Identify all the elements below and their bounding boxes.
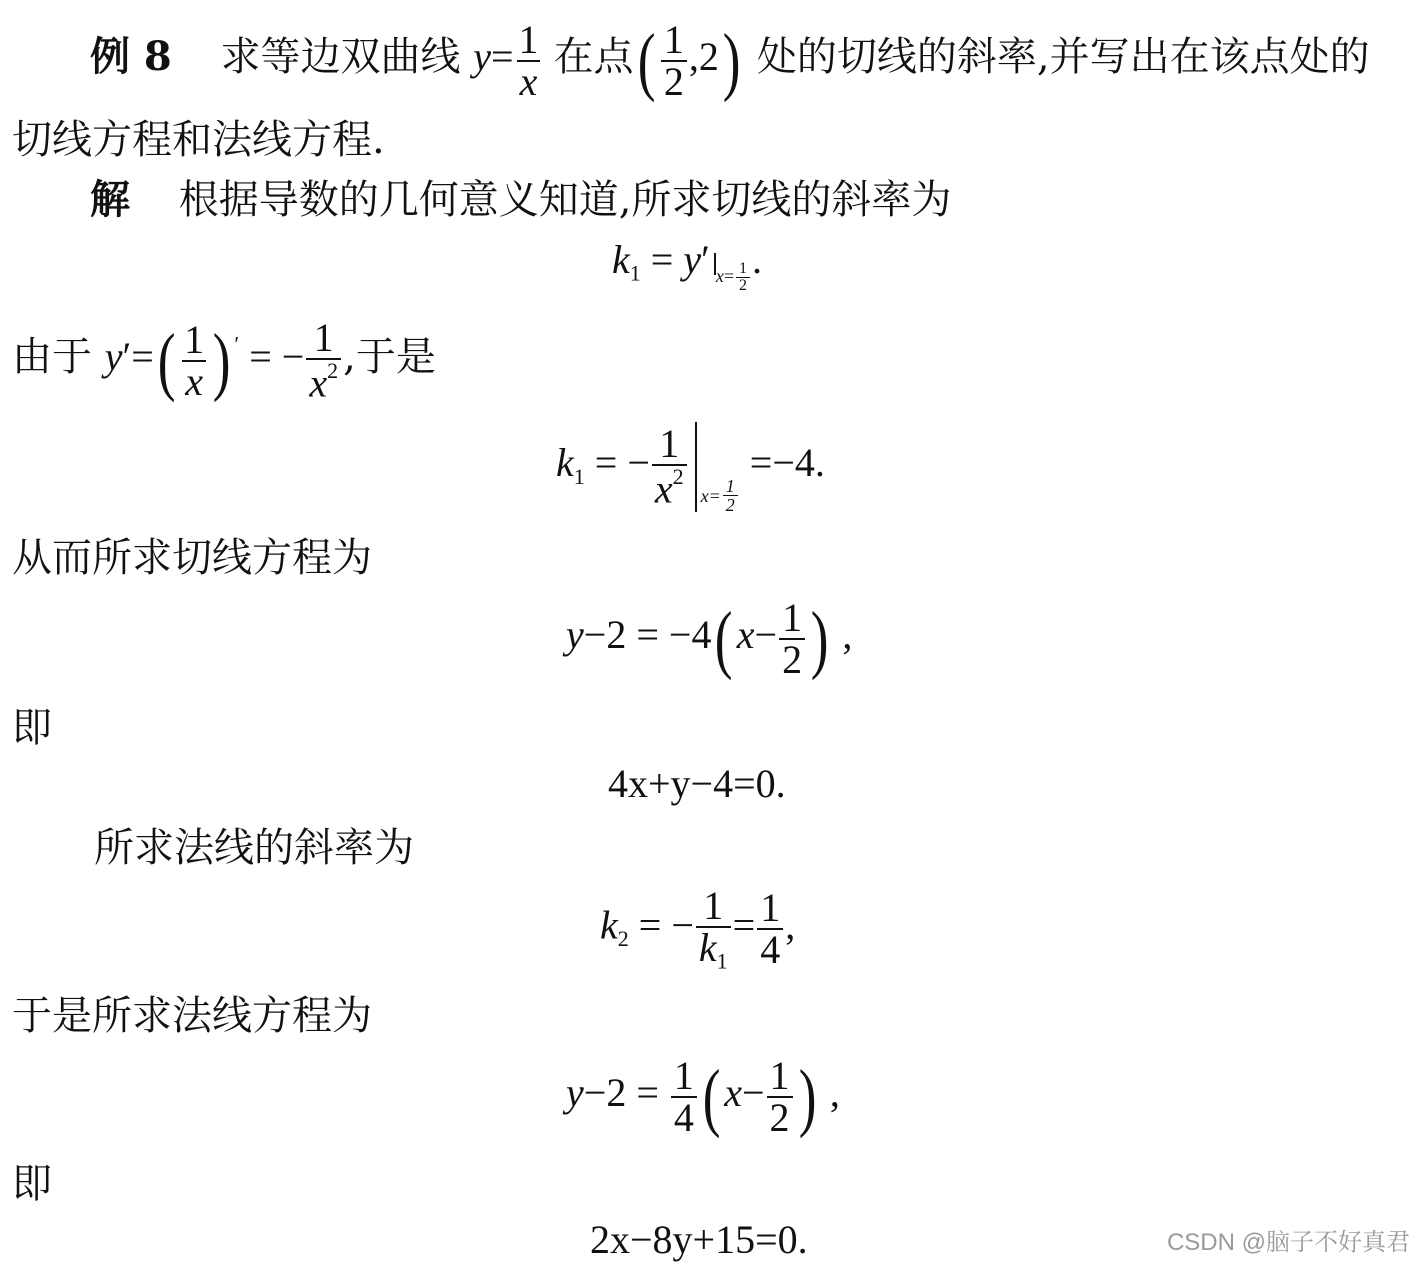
ie-1: 即: [12, 705, 52, 751]
derivative-formula: y′=( $\frac{1}{x}$ ) ′ = − $\frac{1}{x^2}$: [105, 334, 343, 379]
normal-slope-intro: 所求法线的斜率为: [94, 825, 414, 871]
curve-formula: y= $\frac{1}{x}$: [473, 17, 539, 104]
normal-general-eq: 2x−8y+15=0.: [590, 1217, 808, 1262]
k1-definition: $k_1 = y'$ $_{x= \frac{1}{2}}$ .: [612, 237, 762, 295]
k1-evaluation: $k_1$ = − $\frac{1}{x^2}$ x= $\frac{1}{2}$ =−4.: [556, 421, 825, 515]
normal-point-slope: y−2 = $\frac{1}{4}$ (x− $\frac{1}{2}$ ) ,: [566, 1053, 840, 1140]
point-coordinates: ( $\frac{1}{2}$ ,2): [637, 17, 741, 104]
k1-value: =−4.: [749, 440, 825, 486]
solution-label: 解: [90, 176, 130, 223]
tangent-general-eq: 4x+y−4=0.: [608, 761, 786, 806]
problem-line-2: 切线方程和法线方程.: [12, 117, 385, 163]
since-prefix: 由于: [12, 334, 92, 381]
ie-2: 即: [12, 1161, 52, 1207]
derivative-line: [12, 315, 436, 406]
problem-text-a: 求等边双曲线: [220, 34, 461, 81]
since-suffix: ,于是: [343, 334, 436, 381]
solution-line-1: [90, 176, 952, 223]
tangent-intro: 从而所求切线方程为: [12, 535, 372, 581]
problem-text-c: 处的切线的斜率,并写出在该点处的: [756, 34, 1370, 81]
normal-eq-intro: 于是所求法线方程为: [12, 993, 372, 1039]
problem-line-1: [90, 17, 1370, 104]
solution-intro: 根据导数的几何意义知道,所求切线的斜率为: [178, 177, 952, 223]
k2-formula: $k_2$ = − $\frac{1}{k_1}$ = $\frac{1}{4}$ ,: [600, 883, 796, 974]
watermark: CSDN @脑子不好真君: [1166, 1229, 1410, 1256]
problem-label: 例 8: [90, 33, 172, 81]
problem-text-b: 在点: [553, 34, 634, 81]
tangent-point-slope: y−2 = −4(x− $\frac{1}{2}$ ) ,: [566, 595, 853, 682]
